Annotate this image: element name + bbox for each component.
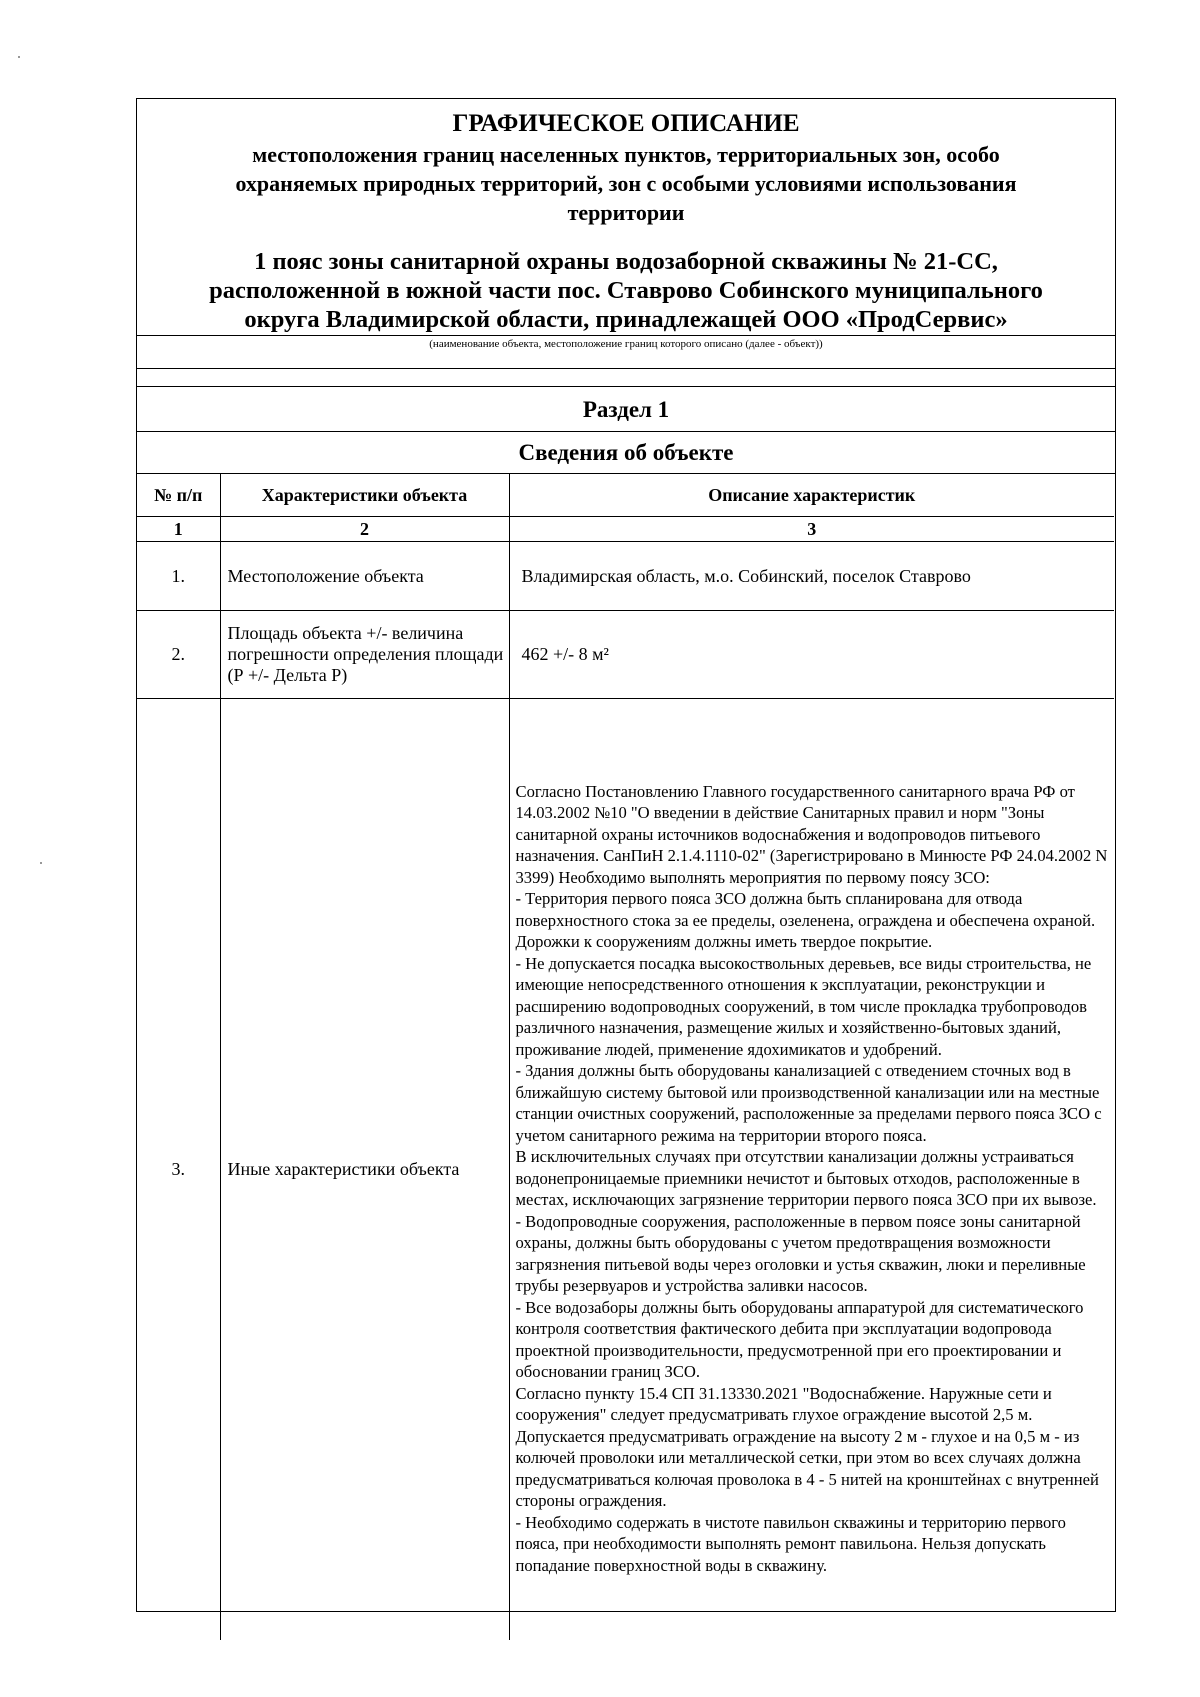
- row-description: Владимирская область, м.о. Собинский, поселок Ставрово: [509, 542, 1114, 611]
- object-caption-row: [137, 335, 1115, 369]
- description-paragraph: Согласно пункту 15.4 СП 31.13330.2021 "Водоснабжение. Наружные сети и сооружения" следует предусматривать глухое ограждение высотой 2,5 м. Допускается предусматривать ограждение на высоту 2 м - глухое и на 0,5 м - из колючей проволоки или металлической сетки, при этом во всех случаях должна предусматриваться колючая проволока в 4 - 5 нитей на кронштейнах с внутренней стороны ограждения.: [515, 1383, 1099, 1511]
- description-paragraph: - Не допускается посадка высокоствольных деревьев, все виды строительства, не имеющие непосредственного отношения к эксплуатации, реконструкции и расширению водопроводных сооружений, в том числе прокладка трубопроводов различного назначения, размещение жилых и хозяйственно-бытовых зданий, проживание людей, применение ядохимикатов и удобрений.: [515, 953, 1092, 1059]
- description-paragraph: - Территория первого пояса ЗСО должна быть спланирована для отвода поверхностного стока за ее пределы, озеленена, ограждена и обеспечена охраной. Дорожки к сооружениям должны иметь твердое покрытие.: [515, 889, 1096, 952]
- object-line: округа Владимирской области, принадлежащей ООО «ПродСервис»: [244, 306, 1008, 333]
- row-number: 1.: [137, 542, 220, 611]
- table-header-row: [137, 474, 1114, 517]
- scan-speck: [18, 56, 20, 58]
- object-info-table: [137, 474, 1114, 1640]
- row-description-long: [509, 699, 1114, 1641]
- description-paragraph: В исключительных случаях при отсутствии канализации должны устраиваться водонепроницаемые приемники нечистот и бытовых отходов, расположенные в местах, исключающих загрязнение территории первого пояса ЗСО при их вывозе.: [515, 1147, 1097, 1210]
- document-sheet: [136, 98, 1116, 1612]
- description-paragraph: - Необходимо содержать в чистоте павильон скважины и территорию первого пояса, при необходимости выполнять ремонт павильона. Нельзя допускать попадание поверхностной воды в скважину.: [515, 1512, 1066, 1575]
- description-paragraph: - Водопроводные сооружения, расположенные в первом поясе зоны санитарной охраны, должны быть оборудованы с учетом предотвращения возможности загрязнения питьевой воды через оголовки и устья скважин, люки и переливные трубы резервуаров и устройства заливки насосов.: [515, 1211, 1086, 1296]
- column-number-row: [137, 517, 1114, 542]
- subtitle-line: территории: [567, 200, 685, 225]
- row-characteristic: Иные характеристики объекта: [220, 699, 509, 1641]
- object-line: расположенной в южной части пос. Ставрово Собинского муниципального: [209, 277, 1043, 304]
- column-header-description: Описание характеристик: [509, 474, 1114, 517]
- object-line: 1 пояс зоны санитарной охраны водозаборной скважины № 21-СС,: [254, 248, 998, 275]
- document-title: ГРАФИЧЕСКОЕ ОПИСАНИЕ: [452, 110, 800, 137]
- column-header-characteristic: Характеристики объекта: [220, 474, 509, 517]
- row-characteristic: Местоположение объекта: [220, 542, 509, 611]
- row-characteristic: Площадь объекта +/- величина погрешности определения площади (Р +/- Дельта Р): [220, 611, 509, 699]
- object-name: [147, 247, 1105, 334]
- row-number: 3.: [137, 699, 220, 1641]
- section-title: Раздел 1: [137, 387, 1115, 432]
- column-number: 2: [220, 517, 509, 542]
- subtitle-line: охраняемых природных территорий, зон с особыми условиями использования: [235, 171, 1017, 196]
- column-header-number: № п/п: [137, 474, 220, 517]
- table-row: [137, 611, 1114, 699]
- document-subtitle: [147, 140, 1105, 227]
- column-number: 3: [509, 517, 1114, 542]
- table-row: [137, 699, 1114, 1641]
- column-number: 1: [137, 517, 220, 542]
- subtitle-line: местоположения границ населенных пунктов, территориальных зон, особо: [252, 142, 1000, 167]
- description-paragraph: Согласно Постановлению Главного государственного санитарного врача РФ от 14.03.2002 №10 "О введении в действие Санитарных правил и норм "Зоны санитарной охраны источников водоснабжения и водопроводов питьевого назначения. СанПиН 2.1.4.1110-02" (Зарегистрировано в Минюсте РФ 24.04.2002 N 3399) Необходимо выполнять мероприятия по первому поясу ЗСО:: [515, 781, 1108, 887]
- row-number: 2.: [137, 611, 220, 699]
- document-header: [137, 99, 1115, 387]
- section-subtitle: Сведения об объекте: [137, 432, 1115, 474]
- description-paragraph: - Все водозаборы должны быть оборудованы аппаратурой для систематического контроля соответствия фактического дебита при эксплуатации водопровода проектной производительности, предусмотренной при его проектировании и обосновании границ ЗСО.: [515, 1297, 1084, 1382]
- table-row: [137, 542, 1114, 611]
- description-paragraph: - Здания должны быть оборудованы канализацией с отведением сточных вод в ближайшую систему бытовой или производственной канализации или на местные станции очистных сооружений, расположенные за пределами первого пояса ЗСО с учетом санитарного режима на территории второго пояса.: [515, 1061, 1102, 1145]
- scan-speck: [40, 862, 42, 864]
- row-description: 462 +/- 8 м²: [509, 611, 1114, 699]
- object-caption: (наименование объекта, местоположение границ которого описано (далее - объект)): [429, 338, 823, 350]
- spacer-row: [137, 369, 1115, 387]
